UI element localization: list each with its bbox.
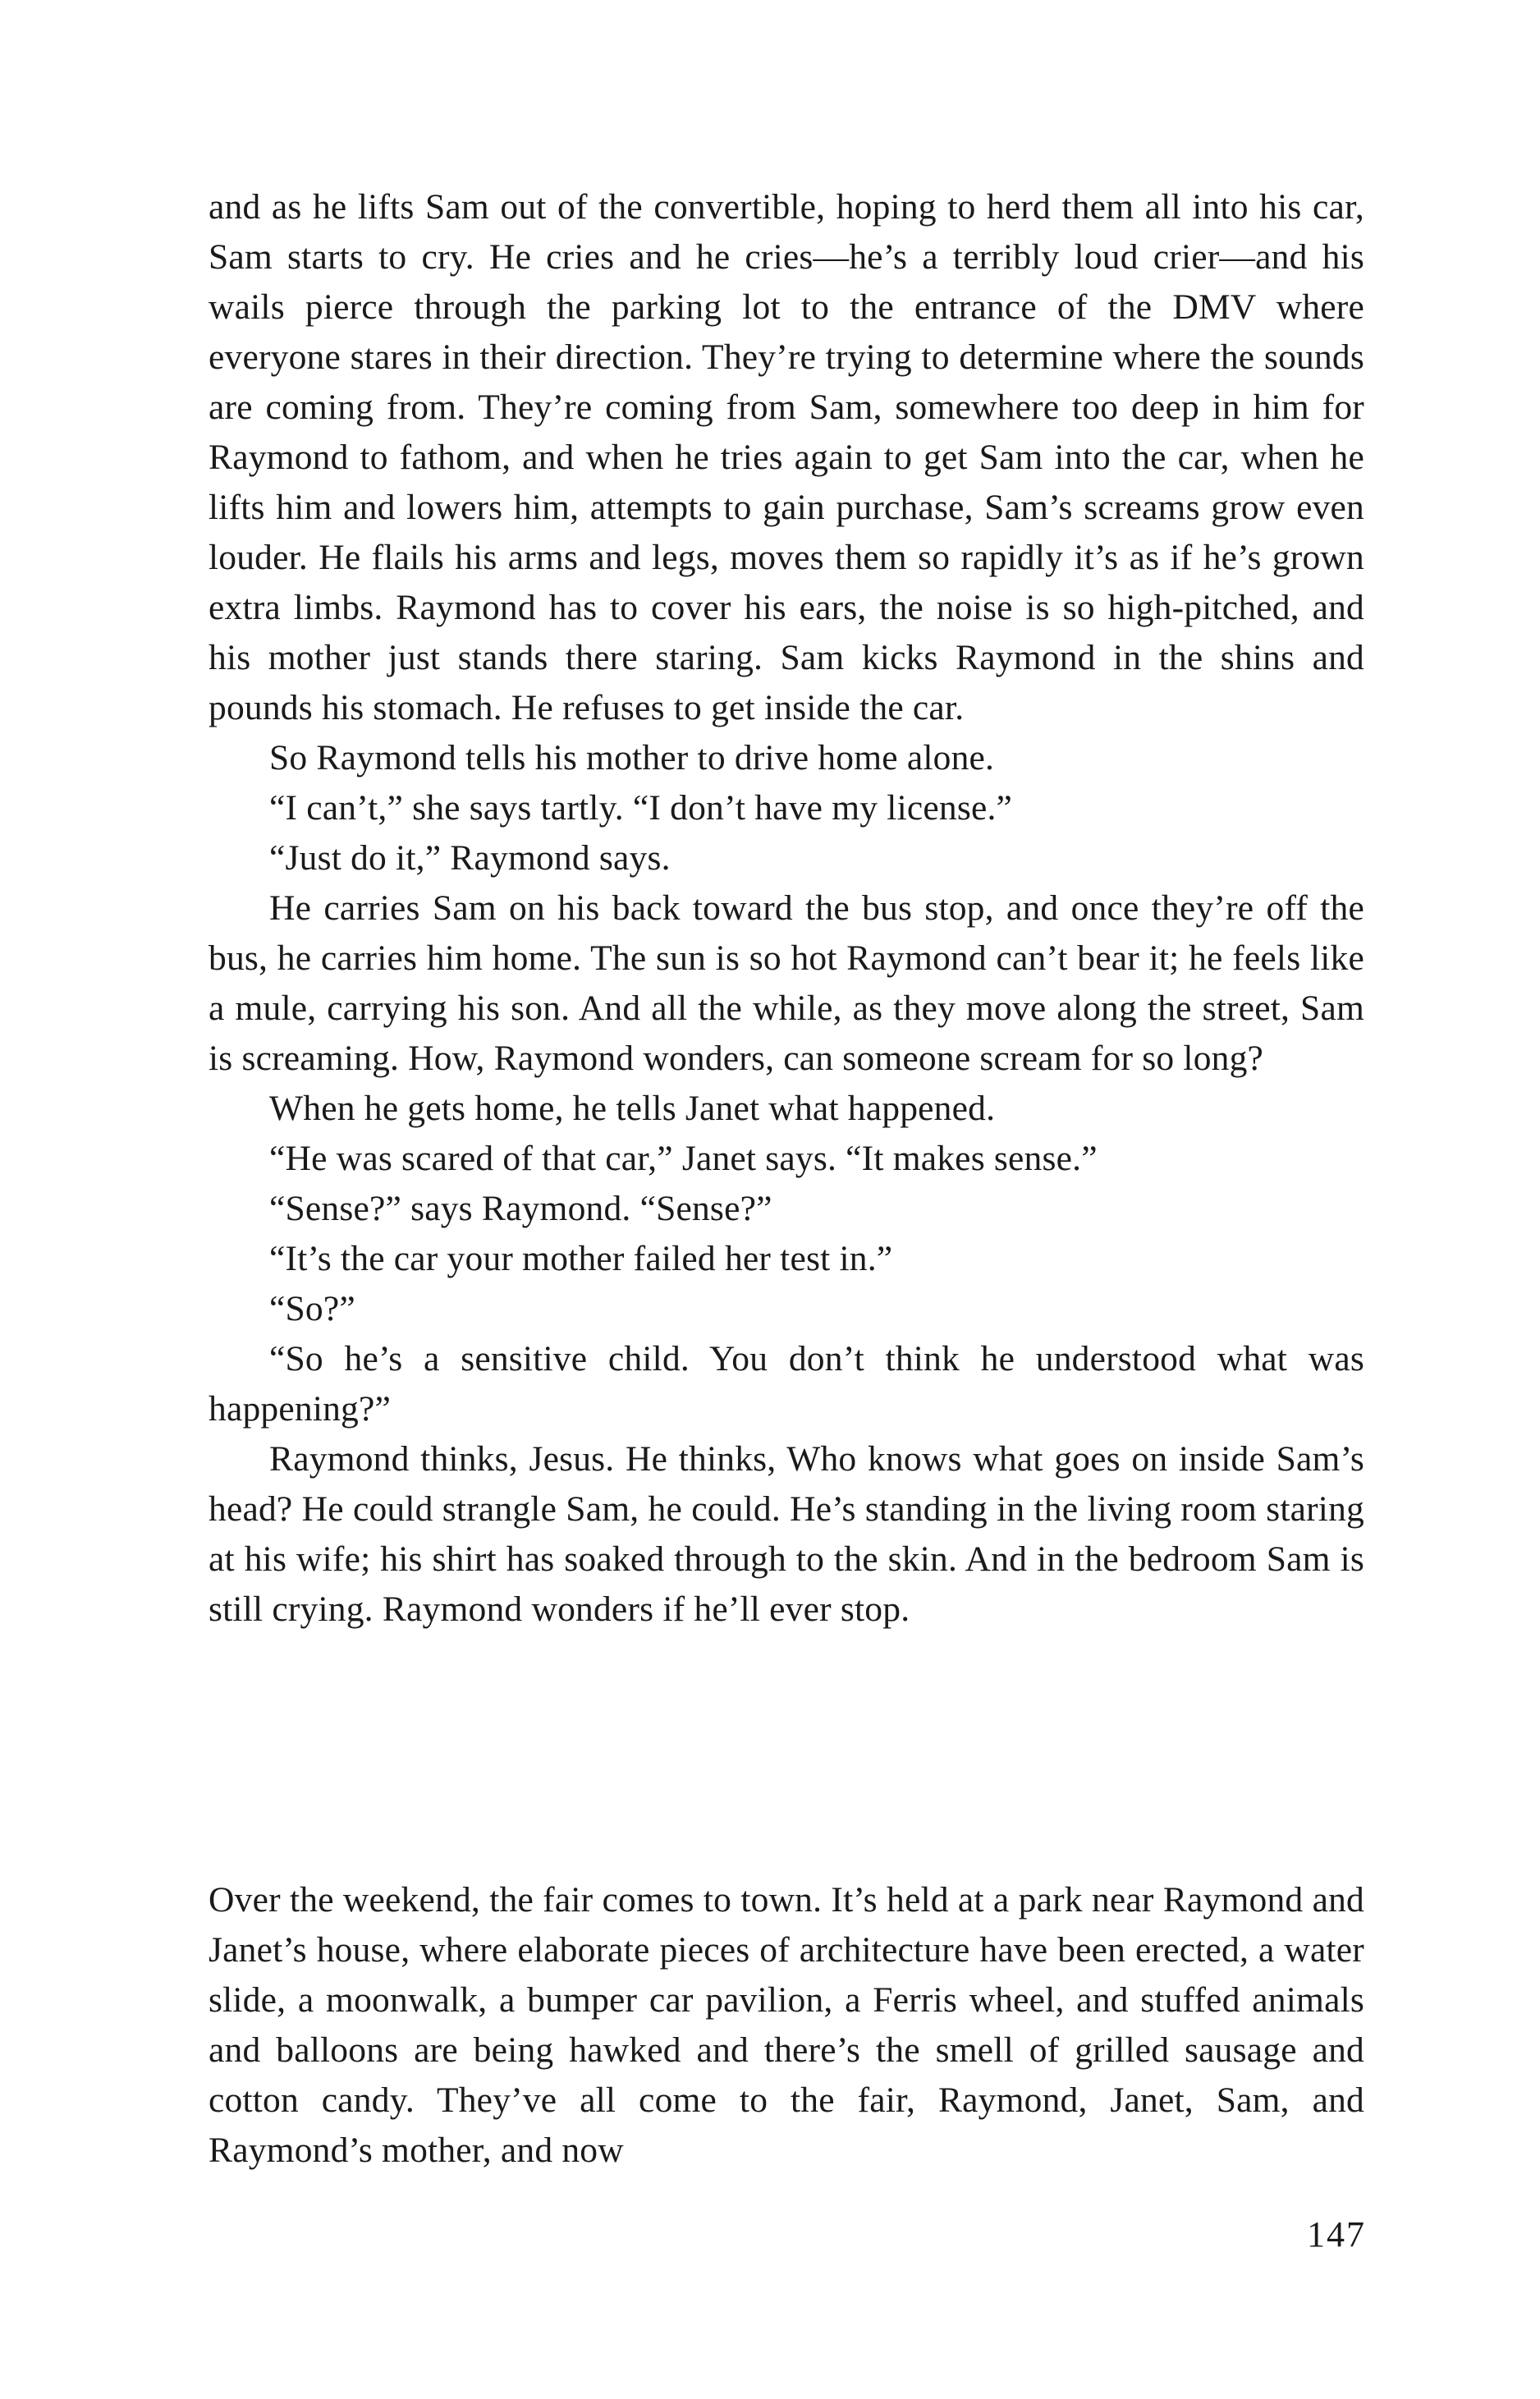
paragraph-dialogue: “I can’t,” she says tartly. “I don’t have my license.” — [269, 788, 1013, 828]
page-number: 147 — [1307, 2214, 1366, 2255]
paragraph-dialogue: “So?” — [269, 1289, 355, 1328]
paragraph-dialogue: “He was scared of that car,” Janet says. “It makes sense.” — [269, 1139, 1098, 1178]
paragraph: He carries Sam on his back toward the bus stop, and once they’re off the bus, he carries him home. The sun is so hot Raymond can’t bear it; he feels like a mule, carrying his son. And all the while, as they move along the street, Sam is screaming. How, Raymond wonders, can someone scream for so long? — [209, 888, 1364, 1078]
paragraph-continued: and as he lifts Sam out of the convertible, hoping to herd them all into his car, Sam starts to cry. He cries and he cries—he’s a terribly loud crier—and his wails pierce through the parking lot to the entrance of the DMV where everyone stares in their direction. They’re trying to determine where the sounds are coming from. They’re coming from Sam, somewhere too deep in him for Raymond to fathom, and when he tries again to get Sam into the car, when he lifts him and lowers him, attempts to gain purchase, Sam’s screams grow even louder. He flails his arms and legs, moves them so rapidly it’s as if he’s grown extra limbs. Raymond has to cover his ears, the noise is so high-pitched, and his mother just stands there staring. Sam kicks Raymond in the shins and pounds his stomach. He refuses to get inside the car. — [209, 187, 1364, 727]
paragraph-dialogue: “It’s the car your mother failed her test in.” — [269, 1239, 893, 1278]
paragraph: Raymond thinks, Jesus. He thinks, Who knows what goes on inside Sam’s head? He could strangle Sam, he could. He’s standing in the living room staring at his wife; his shirt has soaked through to the skin. And in the bedroom Sam is still crying. Raymond wonders if he’ll ever stop. — [209, 1439, 1364, 1629]
paragraph: When he gets home, he tells Janet what happened. — [269, 1089, 996, 1128]
paragraph-dialogue: “Just do it,” Raymond says. — [269, 838, 671, 878]
paragraph: So Raymond tells his mother to drive home alone. — [269, 738, 995, 777]
section-one-text — [209, 182, 1364, 1635]
paragraph-section-start: Over the weekend, the fair comes to town. It’s held at a park near Raymond and Janet’s house, where elaborate pieces of architecture have been erected, a water slide, a moonwalk, a bumper car pavilion, a Ferris wheel, and stuffed animals and balloons are being hawked and there’s the smell of grilled sausage and cotton candy. They’ve all come to the fair, Raymond, Janet, Sam, and Raymond’s mother, and now — [209, 1880, 1364, 2170]
section-two-text — [209, 1875, 1364, 2176]
paragraph-dialogue: “Sense?” says Raymond. “Sense?” — [269, 1189, 772, 1228]
paragraph-dialogue: “So he’s a sensitive child. You don’t think he understood what was happening?” — [209, 1339, 1364, 1429]
